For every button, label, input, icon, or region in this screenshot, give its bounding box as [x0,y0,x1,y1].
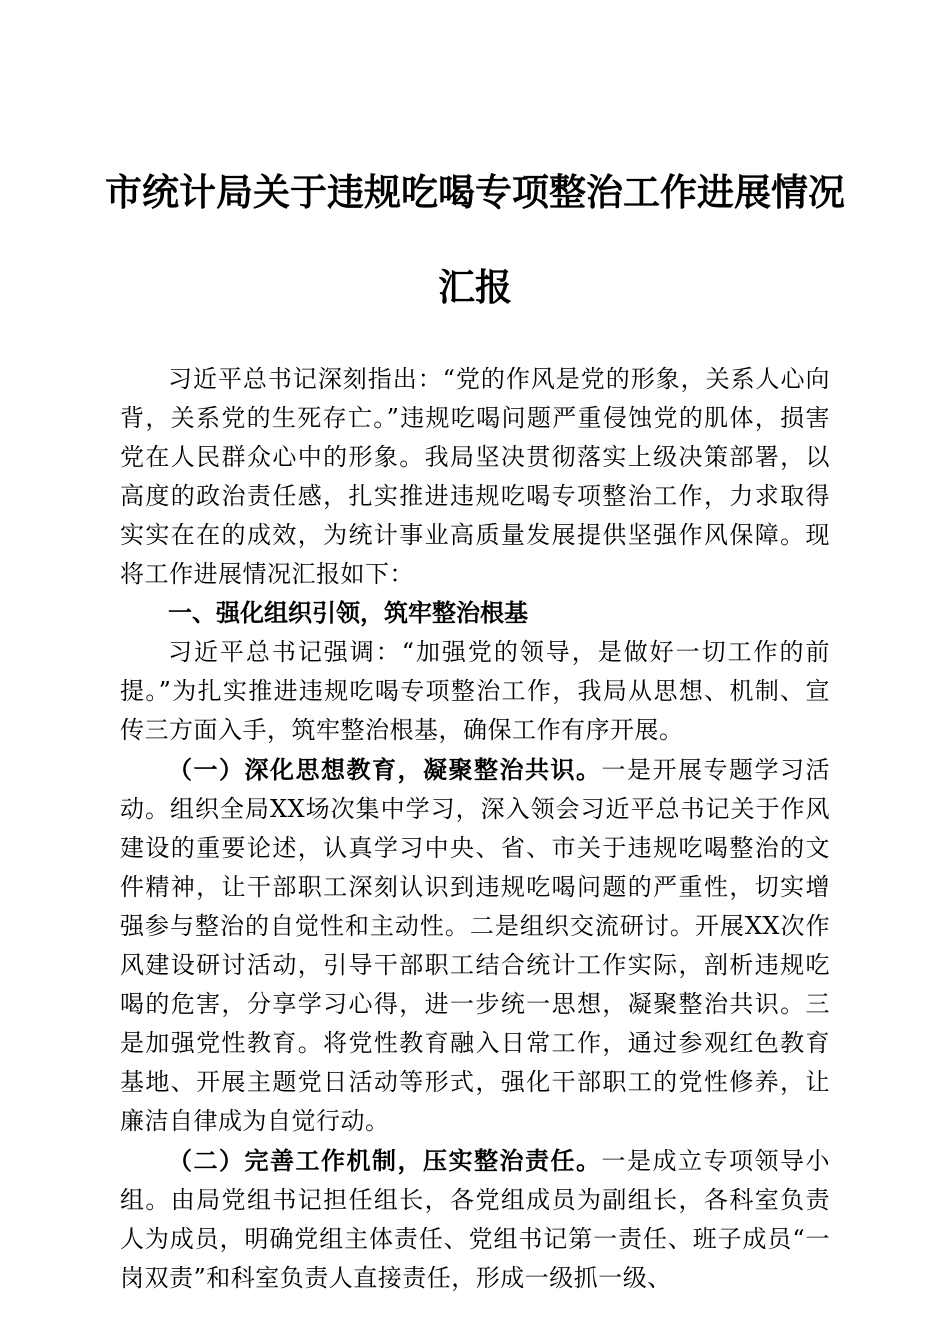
intro-paragraph: 习近平总书记深刻指出：“党的作风是党的形象，关系人心向背，关系党的生死存亡。”违规吃喝问题严重侵蚀党的肌体，损害党在人民群众心中的形象。我局坚决贯彻落实上级决策部署，以高度的政治责任感，扎实推进违规吃喝专项整治工作，力求取得实实在在的成效，为统计事业高质量发展提供坚强作风保障。现将工作进展情况汇报如下： [120,365,830,588]
section-1-heading: 一、强化组织引领，筑牢整治根基 [168,599,528,627]
subsection-2-heading: （二）完善工作机制，压实整治责任。 [168,1146,602,1175]
subsection-2-body: 一是成立专项领导小组。由局党组书记担任组长，各党组成员为副组长，各科室负责人为成员，明确党组主体责任、党组书记第一责任、班子成员“一岗双责”和科室负责人直接责任，形成一级抓一级、 [120,1147,830,1292]
subsection-1-body: 一是开展专题学习活动。组织全局XX场次集中学习，深入领会习近平总书记关于作风建设的重要论述，认真学习中央、省、市关于违规吃喝整治的文件精神，让干部职工深刻认识到违规吃喝问题的严重性，切实增强参与整治的自觉性和主动性。二是组织交流研讨。开展XX次作风建设研讨活动，引导干部职工结合统计工作实际，剖析违规吃喝的危害，分享学习心得，进一步统一思想，凝聚整治共识。三是加强党性教育。将党性教育融入日常工作，通过参观红色教育基地、开展主题党日活动等形式，强化干部职工的党性修养，让廉洁自律成为自觉行动。 [120,756,830,1135]
subsection-1-heading: （一）深化思想教育，凝聚整治共识。 [168,755,602,784]
document-title-line-1: 市统计局关于违规吃喝专项整治工作进展情况 [105,171,845,214]
subsection-1-paragraph [120,750,830,1141]
document-title-line-2: 汇报 [438,266,512,309]
document-body [120,360,830,1298]
subsection-2-paragraph [120,1141,830,1298]
section-1-intro-paragraph: 习近平总书记强调：“加强党的领导，是做好一切工作的前提。”为扎实推进违规吃喝专项整治工作，我局从思想、机制、宣传三方面入手，筑牢整治根基，确保工作有序开展。 [120,638,830,744]
